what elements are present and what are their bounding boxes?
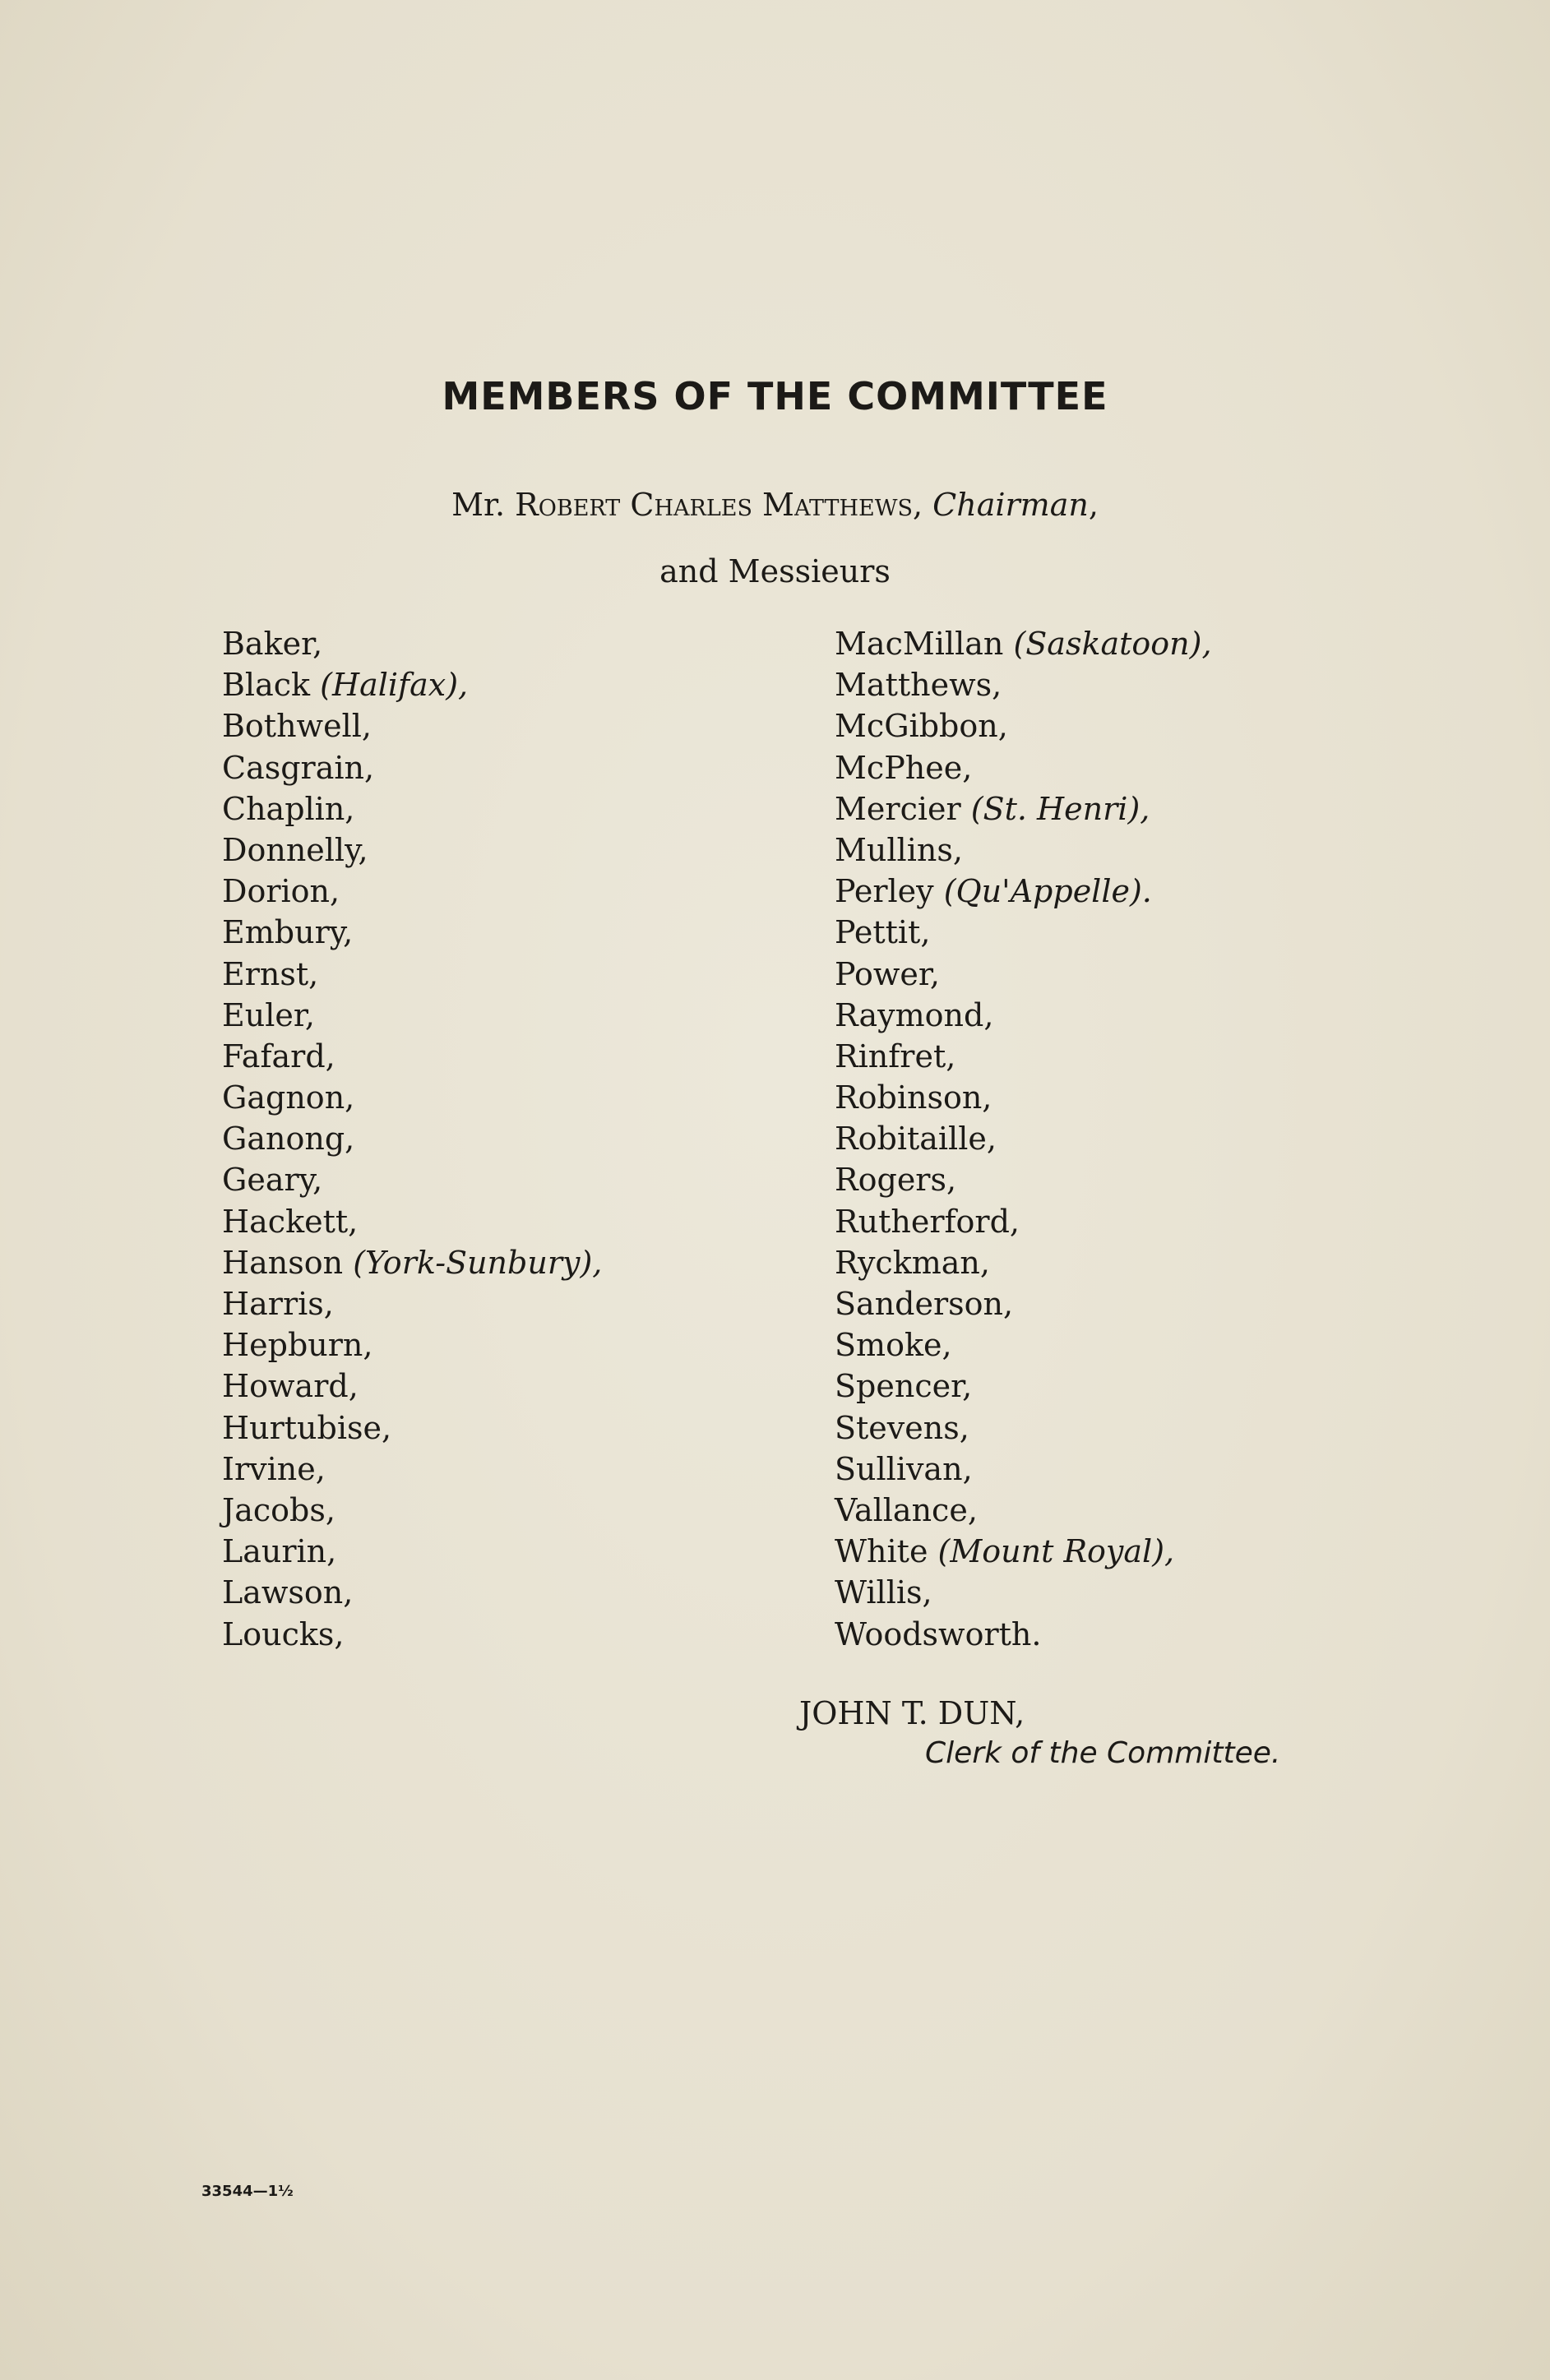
member-item [835, 1366, 1212, 1407]
member-name: Smoke, [835, 1327, 952, 1364]
chairman-line [0, 487, 1550, 523]
member-item [222, 1324, 602, 1366]
member-name: Hurtubise, [222, 1409, 392, 1446]
member-item [222, 705, 602, 746]
member-name: Spencer, [835, 1368, 973, 1405]
member-name: Baker, [222, 626, 323, 662]
member-name: Black [222, 667, 321, 704]
clerk-title: Clerk of the Committee. [925, 1736, 1281, 1770]
member-item [222, 912, 602, 953]
member-item [222, 1283, 602, 1324]
member-item [222, 1118, 602, 1159]
member-name: McPhee, [835, 749, 973, 786]
members-list-right [835, 623, 1212, 1655]
member-name: Irvine, [222, 1450, 326, 1487]
member-item [222, 830, 602, 871]
member-item [835, 1201, 1212, 1242]
member-item [222, 1077, 602, 1118]
members-list-left [222, 623, 602, 1655]
member-item [222, 1490, 602, 1531]
member-name: Ryckman, [835, 1244, 990, 1281]
member-item [222, 1614, 602, 1655]
member-item [835, 954, 1212, 995]
member-name: Vallance, [835, 1491, 978, 1528]
member-item [222, 1201, 602, 1242]
chairman-separator: , [912, 487, 933, 523]
member-constituency: (Saskatoon), [1013, 626, 1212, 662]
member-name: Hackett, [222, 1203, 359, 1240]
member-name: Hepburn, [222, 1327, 373, 1364]
member-name: Robitaille, [835, 1121, 997, 1158]
member-name: Power, [835, 955, 940, 992]
member-item [835, 1036, 1212, 1077]
member-name: Robinson, [835, 1079, 992, 1116]
member-name: Woodsworth. [835, 1615, 1042, 1652]
page-title: MEMBERS OF THE COMMITTEE [442, 374, 1108, 418]
member-item [222, 747, 602, 788]
member-item [222, 623, 602, 664]
member-constituency: (Qu'Appelle). [943, 873, 1152, 910]
member-name: Ernst, [222, 955, 319, 992]
member-name: Raymond, [835, 996, 994, 1033]
member-item [835, 1490, 1212, 1531]
member-item [835, 912, 1212, 953]
member-name: Rogers, [835, 1162, 957, 1199]
member-item [222, 1242, 602, 1283]
member-item [222, 1531, 602, 1572]
member-item [835, 1572, 1212, 1613]
member-name: Jacobs, [222, 1491, 335, 1528]
member-name: Loucks, [222, 1615, 345, 1652]
member-constituency: (York-Sunbury), [353, 1244, 603, 1281]
member-item [835, 1283, 1212, 1324]
member-item [835, 788, 1212, 830]
member-name: Lawson, [222, 1574, 354, 1611]
member-item [835, 871, 1212, 912]
member-name: Pettit, [835, 914, 931, 951]
chairman-role: Chairman [932, 487, 1089, 523]
member-item [222, 1366, 602, 1407]
member-name: Sullivan, [835, 1450, 973, 1487]
member-item [222, 1572, 602, 1613]
member-name: Dorion, [222, 873, 340, 910]
member-item [222, 1449, 602, 1490]
member-item [835, 747, 1212, 788]
member-item [835, 995, 1212, 1036]
member-item [835, 1324, 1212, 1366]
member-name: Fafard, [222, 1037, 335, 1074]
member-name: Casgrain, [222, 749, 375, 786]
and-messieurs-line: and Messieurs [659, 553, 891, 589]
member-name: Gagnon, [222, 1079, 355, 1116]
member-name: MacMillan [835, 626, 1014, 662]
member-name: Perley [835, 873, 944, 910]
member-item [222, 871, 602, 912]
member-item [835, 1159, 1212, 1200]
member-name: Ganong, [222, 1121, 355, 1158]
member-item [835, 1614, 1212, 1655]
member-name: Stevens, [835, 1409, 969, 1446]
member-name: McGibbon, [835, 708, 1008, 745]
chairman-end: , [1088, 487, 1099, 523]
member-item [835, 664, 1212, 705]
member-item [222, 995, 602, 1036]
member-name: Bothwell, [222, 708, 372, 745]
member-item [222, 1407, 602, 1449]
member-name: Mercier [835, 790, 971, 827]
member-constituency: (St. Henri), [970, 790, 1150, 827]
member-name: Harris, [222, 1286, 334, 1322]
member-name: Donnelly, [222, 831, 368, 868]
member-item [835, 1242, 1212, 1283]
member-item [222, 664, 602, 705]
member-constituency: (Mount Royal), [937, 1533, 1175, 1570]
member-name: Mullins, [835, 831, 963, 868]
member-name: Geary, [222, 1162, 323, 1199]
member-item [222, 954, 602, 995]
print-number: 33544—1½ [201, 2183, 294, 2200]
member-item [222, 1036, 602, 1077]
member-item [835, 1118, 1212, 1159]
member-item [222, 788, 602, 830]
member-name: Laurin, [222, 1533, 337, 1570]
member-item [835, 623, 1212, 664]
member-name: White [835, 1533, 938, 1570]
member-name: Matthews, [835, 667, 1002, 704]
member-item [835, 1077, 1212, 1118]
member-name: Willis, [835, 1574, 932, 1611]
clerk-name: JOHN T. DUN, [799, 1695, 1025, 1731]
member-item [222, 1159, 602, 1200]
member-item [835, 705, 1212, 746]
member-item [835, 1407, 1212, 1449]
member-name: Euler, [222, 996, 315, 1033]
chairman-name: Robert Charles Matthews [515, 487, 913, 523]
member-name: Rinfret, [835, 1037, 956, 1074]
chairman-prefix: Mr. [451, 487, 516, 523]
member-constituency: (Halifax), [320, 667, 469, 704]
member-name: Embury, [222, 914, 354, 951]
member-name: Chaplin, [222, 790, 355, 827]
member-item [835, 1449, 1212, 1490]
member-item [835, 1531, 1212, 1572]
member-name: Rutherford, [835, 1203, 1020, 1240]
member-name: Hanson [222, 1244, 354, 1281]
member-name: Howard, [222, 1368, 359, 1405]
member-name: Sanderson, [835, 1286, 1014, 1322]
member-item [835, 830, 1212, 871]
